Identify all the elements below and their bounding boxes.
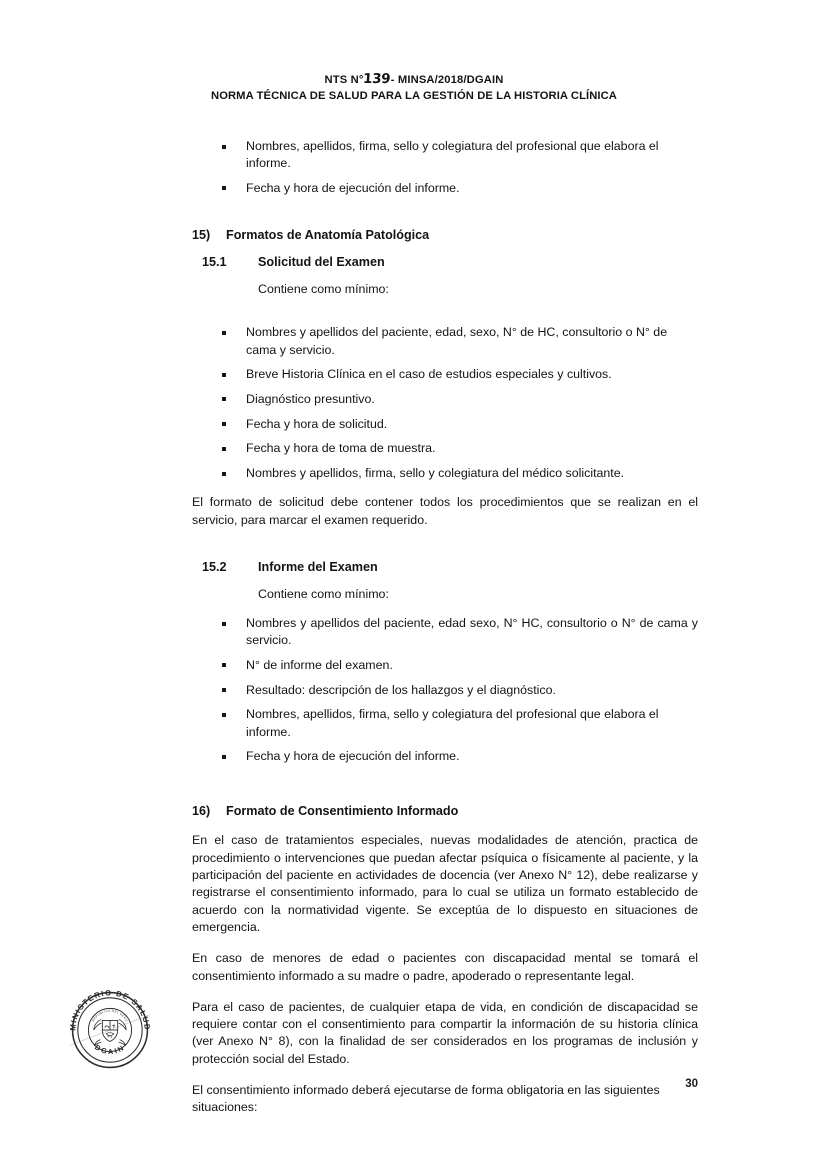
svg-text:MINISTERIO DE SALUD: MINISTERIO DE SALUD — [68, 988, 152, 1032]
header-code-suffix: - MINSA/2018/DGAIN — [390, 74, 504, 86]
section-16-heading — [192, 803, 698, 820]
list-item — [192, 416, 698, 433]
ministry-seal-stamp — [62, 982, 158, 1078]
section-15-1-bullet-list — [192, 324, 698, 482]
section-16-title: Formato de Consentimiento Informado — [226, 804, 459, 819]
svg-text:DGAIN: DGAIN — [93, 1042, 127, 1057]
list-item — [192, 465, 698, 482]
list-item-text: Diagnóstico presuntivo. — [246, 391, 375, 406]
list-item — [192, 138, 698, 172]
list-item — [192, 180, 698, 197]
section-15-2-intro: Contiene como mínimo: — [258, 586, 389, 601]
section-15-1-heading — [202, 254, 698, 271]
list-item — [192, 615, 698, 649]
svg-text:REPUBLICA DEL PERU: REPUBLICA DEL PERU — [90, 1008, 130, 1023]
section-15-2-number: 15.2 — [202, 559, 227, 574]
square-bullet-icon — [222, 145, 226, 149]
list-item — [192, 440, 698, 457]
section-16-paragraph-2: En caso de menores de edad o pacientes con discapacidad mental se tomará el consentimiento informado a su madre o padre, apoderado o representante legal. — [192, 951, 698, 983]
ministerio-de-salud-seal-icon — [62, 982, 158, 1078]
list-item-text: Nombres y apellidos, firma, sello y colegiatura del médico solicitante. — [246, 466, 625, 481]
page-number: 30 — [685, 1078, 698, 1090]
square-bullet-icon — [222, 713, 226, 717]
square-bullet-icon — [222, 472, 226, 476]
section-15-number: 15) — [192, 228, 211, 243]
list-item-text: Resultado: descripción de los hallazgos y el diagnóstico. — [246, 682, 556, 697]
section-16-paragraph-4: El consentimiento informado deberá ejecutarse de forma obligatoria en las siguientes situaciones: — [192, 1083, 660, 1115]
section-16-paragraph-3: Para el caso de pacientes, de cualquier etapa de vida, en condición de discapacidad se requiere contar con el consentimiento para compartir la información de su historia clínica (ver Anexo N° 8), con la finalidad de ser considerados en los programas de inclusión y protección social del Estado. — [192, 999, 698, 1066]
list-item — [192, 682, 698, 699]
section-15-1-number: 15.1 — [202, 255, 227, 270]
document-header — [0, 72, 828, 104]
section-15-1-closing-paragraph: El formato de solicitud debe contener todos los procedimientos que se realizan en el servicio, para marcar el examen requerido. — [192, 495, 698, 527]
square-bullet-icon — [222, 397, 226, 401]
square-bullet-icon — [222, 622, 226, 626]
top-continued-bullet-list — [192, 138, 698, 197]
square-bullet-icon — [222, 447, 226, 451]
square-bullet-icon — [222, 331, 226, 335]
list-item — [192, 706, 698, 740]
section-16-paragraph-1: En el caso de tratamientos especiales, nuevas modalidades de atención, practica de procedimiento o intervenciones que puedan afectar psíquica o físicamente al paciente, y la participación del paciente en actividades de docencia (ver Anexo N° 12), debe realizarse y registrarse el consentimiento informado, para lo cual se utiliza un formato establecido de acuerdo con la normatividad vigente. Se exceptúa de lo dispuesto en situaciones de emergencia. — [192, 833, 698, 934]
section-15-heading — [192, 227, 698, 244]
header-document-title: NORMA TÉCNICA DE SALUD PARA LA GESTIÓN DE LA HISTORIA CLÍNICA — [211, 90, 617, 102]
header-code-prefix: NTS N° — [324, 74, 364, 86]
header-code-handwritten-number: 139 — [362, 70, 392, 87]
header-norm-code — [0, 72, 828, 87]
section-15-2-bullet-list — [192, 615, 698, 765]
list-item-text: Fecha y hora de solicitud. — [246, 416, 388, 431]
section-15-1-title: Solicitud del Examen — [258, 255, 385, 270]
list-item-text: Fecha y hora de toma de muestra. — [246, 441, 436, 456]
section-15-2-heading — [202, 559, 698, 576]
list-item — [192, 748, 698, 765]
list-item — [192, 391, 698, 408]
list-item-text: Breve Historia Clínica en el caso de estudios especiales y cultivos. — [246, 367, 612, 382]
list-item — [192, 324, 698, 358]
section-15-1-intro: Contiene como mínimo: — [258, 282, 389, 297]
list-item-text: Fecha y hora de ejecución del informe. — [246, 749, 460, 764]
list-item — [192, 657, 698, 674]
square-bullet-icon — [222, 755, 226, 759]
list-item-text: Nombres y apellidos del paciente, edad, sexo, N° de HC, consultorio o N° de cama y servicio. — [246, 325, 668, 357]
list-item — [192, 366, 698, 383]
document-body — [192, 138, 698, 1117]
section-15-title: Formatos de Anatomía Patológica — [226, 228, 430, 243]
square-bullet-icon — [222, 186, 226, 190]
list-item-text: Nombres, apellidos, firma, sello y colegiatura del profesional que elabora el informe. — [246, 707, 659, 739]
section-16-number: 16) — [192, 804, 211, 819]
section-15-2-title: Informe del Examen — [258, 559, 378, 574]
square-bullet-icon — [222, 688, 226, 692]
square-bullet-icon — [222, 663, 226, 667]
list-item-text: Nombres y apellidos del paciente, edad sexo, N° HC, consultorio o N° de cama y servicio. — [246, 616, 698, 648]
square-bullet-icon — [222, 373, 226, 377]
list-item-text: Nombres, apellidos, firma, sello y colegiatura del profesional que elabora el informe. — [246, 139, 659, 171]
square-bullet-icon — [222, 422, 226, 426]
list-item-text: N° de informe del examen. — [246, 657, 393, 672]
list-item-text: Fecha y hora de ejecución del informe. — [246, 180, 460, 195]
